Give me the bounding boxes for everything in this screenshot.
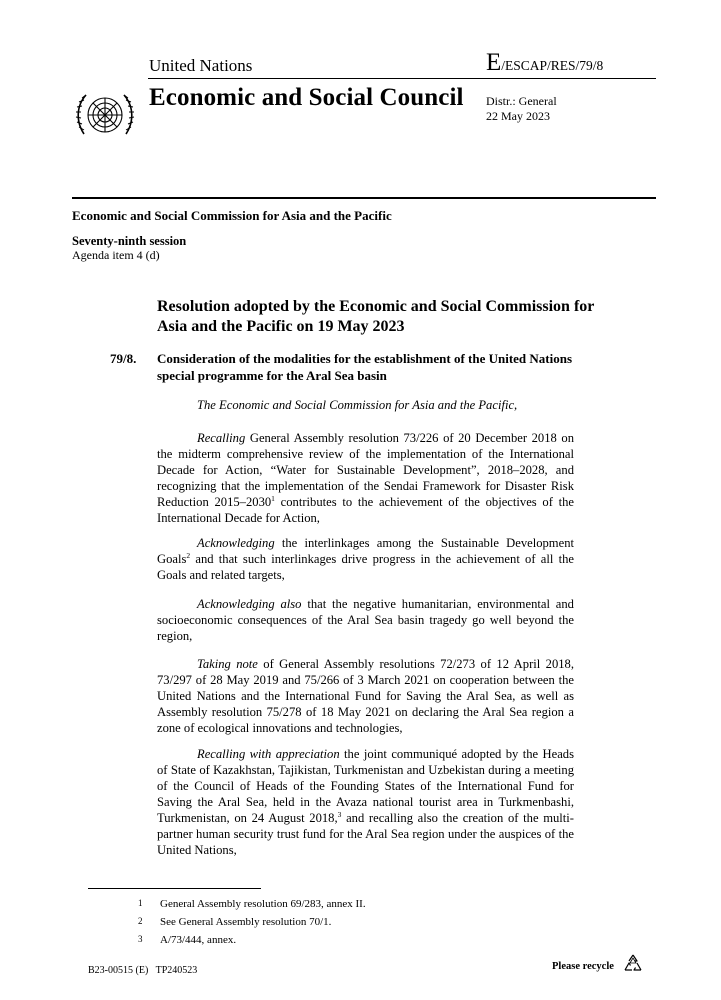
commission-name: Economic and Social Commission for Asia and the Pacific xyxy=(72,208,392,223)
paragraph-lead: Recalling with appreciation xyxy=(197,747,340,761)
document-date: 22 May 2023 xyxy=(486,109,550,123)
footnote xyxy=(138,934,236,946)
resolution-title: Resolution adopted by the Economic and Social Commission for Asia and the Pacific on 19 May 2023 xyxy=(157,298,595,335)
resolution-subtitle: Consideration of the modalities for the establishment of the United Nations special programme for the Aral Sea basin xyxy=(157,351,573,383)
paragraph-lead: Acknowledging xyxy=(197,536,275,550)
preamble-paragraph xyxy=(157,746,574,858)
footnote xyxy=(138,898,366,910)
preamble-paragraph xyxy=(157,656,574,736)
footnote-text: See General Assembly resolution 70/1. xyxy=(160,916,332,928)
paragraph-text: contributes to the achievement of the objectives of the International Decade for Action, xyxy=(157,495,575,525)
paragraph-text: and that such interlinkages drive progress in the achievement of all the Goals and related targets, xyxy=(157,552,574,582)
recycle-label: Please recycle xyxy=(552,961,614,972)
recycle-icon xyxy=(621,952,645,976)
preamble-intro: The Economic and Social Commission for Asia and the Pacific, xyxy=(197,398,518,412)
session-name: Seventy-ninth session xyxy=(72,234,187,248)
preamble-paragraph xyxy=(157,596,574,644)
footnote-mark: 3 xyxy=(138,934,143,944)
distribution-block xyxy=(486,94,557,124)
document-symbol xyxy=(486,50,603,75)
preamble-paragraph xyxy=(157,430,574,526)
council-name: Economic and Social Council xyxy=(149,84,464,111)
paragraph-text: and recalling also the creation of the multi-partner human security trust fund for the Aral Sea region under the auspices of the United Nations, xyxy=(157,811,574,857)
footnote-ref[interactable]: 1 xyxy=(271,493,275,503)
paragraph-text: the joint communiqué adopted by the Heads of State of Kazakhstan, Tajikistan, Turkmenistan and Uzbekistan during a meeting of the Council of Heads of the Founding States of the International Fund for Saving the Aral Sea, held in the Avaza national tourist area in Turkmenbashi, Turkmenistan, on 24 August 2018, xyxy=(157,747,574,825)
paragraph-lead: Taking note xyxy=(197,657,258,671)
preamble-paragraph xyxy=(157,535,574,583)
footnote-rule xyxy=(88,888,261,889)
footnote xyxy=(138,916,331,928)
document-symbol-rest: /ESCAP/RES/79/8 xyxy=(501,58,604,73)
paragraph-lead: Acknowledging also xyxy=(197,597,302,611)
footnote-ref[interactable]: 2 xyxy=(186,550,191,560)
document-symbol-lead: E xyxy=(486,49,502,76)
un-emblem-icon xyxy=(72,84,138,150)
distribution: Distr.: General xyxy=(486,94,557,108)
agenda-item: Agenda item 4 (d) xyxy=(72,248,160,262)
footnote-text: General Assembly resolution 69/283, annex II. xyxy=(160,898,366,910)
paragraph-text: General Assembly resolution 73/226 of 20 December 2018 on the midterm comprehensive review of the implementation of the International Decade for Action, “Water for Sustainable Development”, 2018–2028, and recognizing that the implementation of the Sendai Framework for Disaster Risk Reduction 2015–2030 xyxy=(157,431,574,509)
organization-name: United Nations xyxy=(149,56,253,75)
paragraph-text: of General Assembly resolutions 72/273 of 12 April 2018, 73/297 of 28 May 2019 and 75/266 of 3 March 2021 on cooperation between the United Nations and the International Fund for Saving the Aral Sea, as well as Assembly resolution 75/278 of 18 May 2021 on declaring the Aral Sea region a zone of ecological innovations and technologies, xyxy=(157,657,574,735)
footnote-ref[interactable]: 3 xyxy=(337,809,342,819)
header-rule xyxy=(148,78,656,79)
paragraph-lead: Recalling xyxy=(197,431,246,445)
resolution-number: 79/8. xyxy=(110,351,137,366)
paragraph-text: that the negative humanitarian, environmental and socioeconomic consequences of the Aral Sea basin tragedy go well beyond the region, xyxy=(157,597,574,643)
job-number: B23-00515 (E) TP240523 xyxy=(88,965,198,976)
footnote-mark: 2 xyxy=(138,916,143,926)
paragraph-text: the interlinkages among the Sustainable Development Goals xyxy=(157,536,574,566)
section-rule xyxy=(72,197,656,199)
footnote-mark: 1 xyxy=(138,898,143,908)
footnote-text: A/73/444, annex. xyxy=(160,934,237,946)
